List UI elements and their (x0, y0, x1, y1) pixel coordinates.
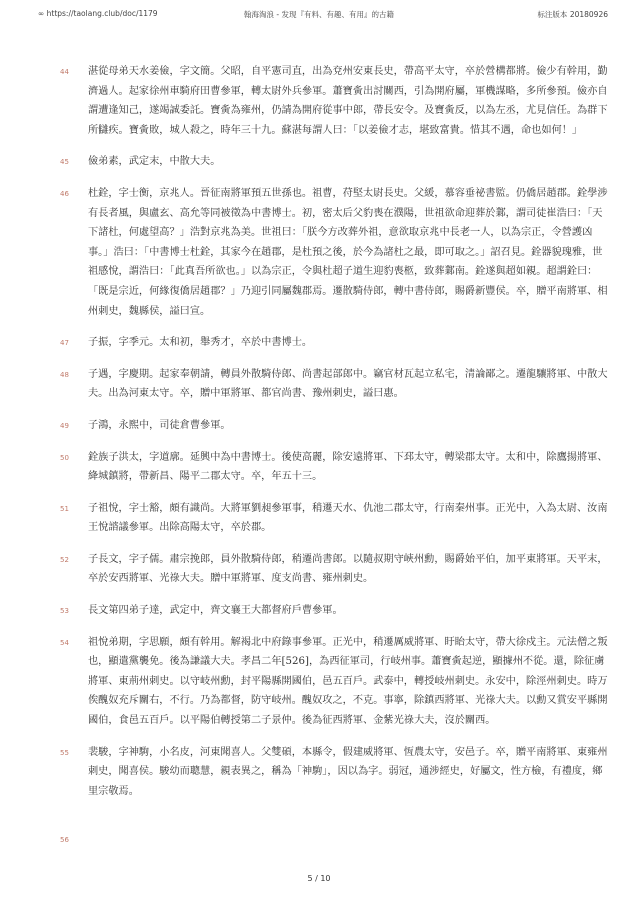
paragraph (60, 499, 609, 538)
paragraph-text: 子長文，字子儒。肅宗挽郎，員外散騎侍郎，稍遷尚書郎。以隨叔期守峽州勳，賜爵始平伯，加平東將軍。天平末，卒於安西將軍、光祿大夫。贈中軍將軍、度支尚書、雍州刺史。 (88, 553, 608, 585)
paragraph-number: 54 (60, 638, 69, 647)
site-title: 翰海淘浪 - 发现『有料、有趣、有用』的古籍 (244, 10, 394, 19)
paragraph-text: 子鴻，永熙中，司徒倉曹參軍。 (88, 419, 231, 431)
paragraph-text: 子遇，字慶期。起家奉朝請，轉員外散騎侍郎、尚書起部郎中。竊官材瓦起立私宅，清論鄙之。遷龍驤將軍、中散大夫。出為河東太守。卒，贈中軍將軍、都官尚書、豫州刺史，謚曰惠。 (88, 368, 608, 400)
paragraph (60, 550, 609, 589)
paragraph-text: 子祖悅，字士豁，頗有識尚。大將軍劉昶參軍事，稍遷天水、仇池二郡太守，行南秦州事。正光中，入為太尉、汝南王悅諮議參軍。出除高陽太守，卒於郡。 (88, 502, 608, 534)
paragraph (60, 633, 609, 731)
paragraph (60, 416, 609, 436)
page-indicator: 5 / 10 (307, 874, 331, 883)
paragraph (60, 365, 609, 404)
paragraph-text: 杜銓，字士衡，京兆人。晉征南將軍預五世孫也。祖曹，苻堅太尉長史。父緩，慕容垂祕書監。仍僑居趙郡。銓學涉有長者風，與盧玄、高允等同被徵為中書博士。初，密太后父豹喪在濮陽，世祖欲命迎葬於鄴，謂司徒崔浩曰：「天下諸杜，何處望高？」浩對京兆為美。世祖曰：「朕今方改葬外祖，意欲取京兆中長老一人，以為宗正，令營護凶事。」浩曰：「中書博士杜銓，其家今在趙郡，是杜預之後，於今為諸杜之最，即可取之。」詔召見。銓器貌瑰雅，世祖感悅，謂浩曰：「此真吾所欲也。」以為宗正，令與杜超子道生迎豹喪柩，致葬鄴南。銓遂與超如親。超謂銓曰：「既是宗近，何緣復僑居趙郡？」乃迎引同屬魏郡焉。遷散騎侍郎，轉中書侍郎，賜爵新豐侯。卒，贈平南將軍、相州刺史，魏縣侯，謚曰宣。 (88, 187, 608, 317)
page-header (0, 0, 638, 28)
paragraph-text: 儉弟素，武定末，中散大夫。 (88, 156, 221, 168)
paragraph-text: 祖悅弟期，字思願，頗有幹用。解褐北中府錄事參軍。正光中，稍遷厲威將軍、盱眙太守，帶大徐戍主。元法僧之叛也，顯遣黨襲免。後為謙議大夫。孝昌二年[526]，為西征軍司，行岐州事。蕭寶夤起逆，顯據州不從。還，除征虜將軍、東荊州刺史。以守岐州勳，封平陽縣開國伯，邑五百戶。武泰中，轉授岐州刺史。永安中，除涇州刺史。時万俟醜奴充斥關右，不行。乃為都督，防守岐州。醜奴攻之，不克。事寧，除鎮西將軍、光祿大夫。以勳又賞安平縣開國伯，食邑五百戶。以平陽伯轉授第二子景仲。後為征西將軍、金紫光祿大夫，沒於關西。 (88, 636, 608, 727)
paragraph-number: 48 (60, 370, 69, 379)
paragraph-text: 銓族子洪太，字道廓。延興中為中書博士。後使高麗，除安遠將軍、下邳太守，轉梁郡太守。太和中，除鷹揚將軍、絳城鎮將，帶新昌、陽平二郡太守。卒，年五十三。 (88, 451, 608, 483)
paragraph-number: 53 (60, 607, 69, 616)
paragraph-number: 55 (60, 748, 69, 757)
paragraph-text: 子振，字季元。太和初，舉秀才，卒於中書博士。 (88, 337, 313, 349)
paragraph-number: 56 (60, 836, 69, 844)
paragraph-text: 湛從母弟天水姜儉，字文簡。父昭，自平憲司直，出為兗州安東長史，帶高平太守，卒於營構都將。儉少有幹用，勤濟過人。起家徐州車騎府田曹參軍，轉太尉外兵參軍。蕭寶夤出討關西，引為開府屬，軍機謀略，多所參預。儉亦自謂遭逢知己，遂竭誠委託。寶夤為雍州，仍請為開府從事中郎，帶長安令。及寶夤反，以為左丞，尤見信任。為群下所讎疾。寶夤敗，城人殺之，時年三十九。蘇湛每謂人曰：「以姜儉才志，堪致富貴。惜其不遇，命也如何！」 (88, 66, 608, 136)
paragraph (60, 333, 609, 353)
paragraph (60, 62, 609, 140)
paragraph-number: 47 (60, 339, 69, 348)
document-body (60, 62, 609, 813)
paragraph-number: 45 (60, 158, 69, 167)
paragraph-text: 長文第四弟子達，武定中，齊文襄王大都督府戶曹參軍。 (88, 605, 343, 617)
paragraph-number: 50 (60, 453, 69, 462)
source-url[interactable]: ∞ https://taolang.club/doc/1179 (38, 9, 158, 18)
paragraph (60, 448, 609, 487)
paragraph (60, 184, 609, 321)
paragraph (60, 601, 609, 621)
paragraph-number: 51 (60, 504, 69, 513)
version-label: 标注版本 20180926 (537, 10, 608, 19)
paragraph-number: 49 (60, 421, 69, 430)
paragraph-number: 46 (60, 189, 69, 198)
paragraph-number: 52 (60, 555, 69, 564)
paragraph (60, 743, 609, 802)
paragraph-number: 44 (60, 68, 69, 76)
paragraph (60, 152, 609, 172)
paragraph-text: 裴駿，字神駒，小名皮，河東聞喜人。父雙碩，本縣令，假建威將軍、恆農太守，安邑子。卒，贈平南將軍、東雍州刺史，聞喜侯。駿幼而聰慧，親表異之，稱為「神駒」，因以為字。弱冠，通涉經史，好屬文，性方檢，有禮度，鄉里宗敬焉。 (88, 746, 608, 797)
